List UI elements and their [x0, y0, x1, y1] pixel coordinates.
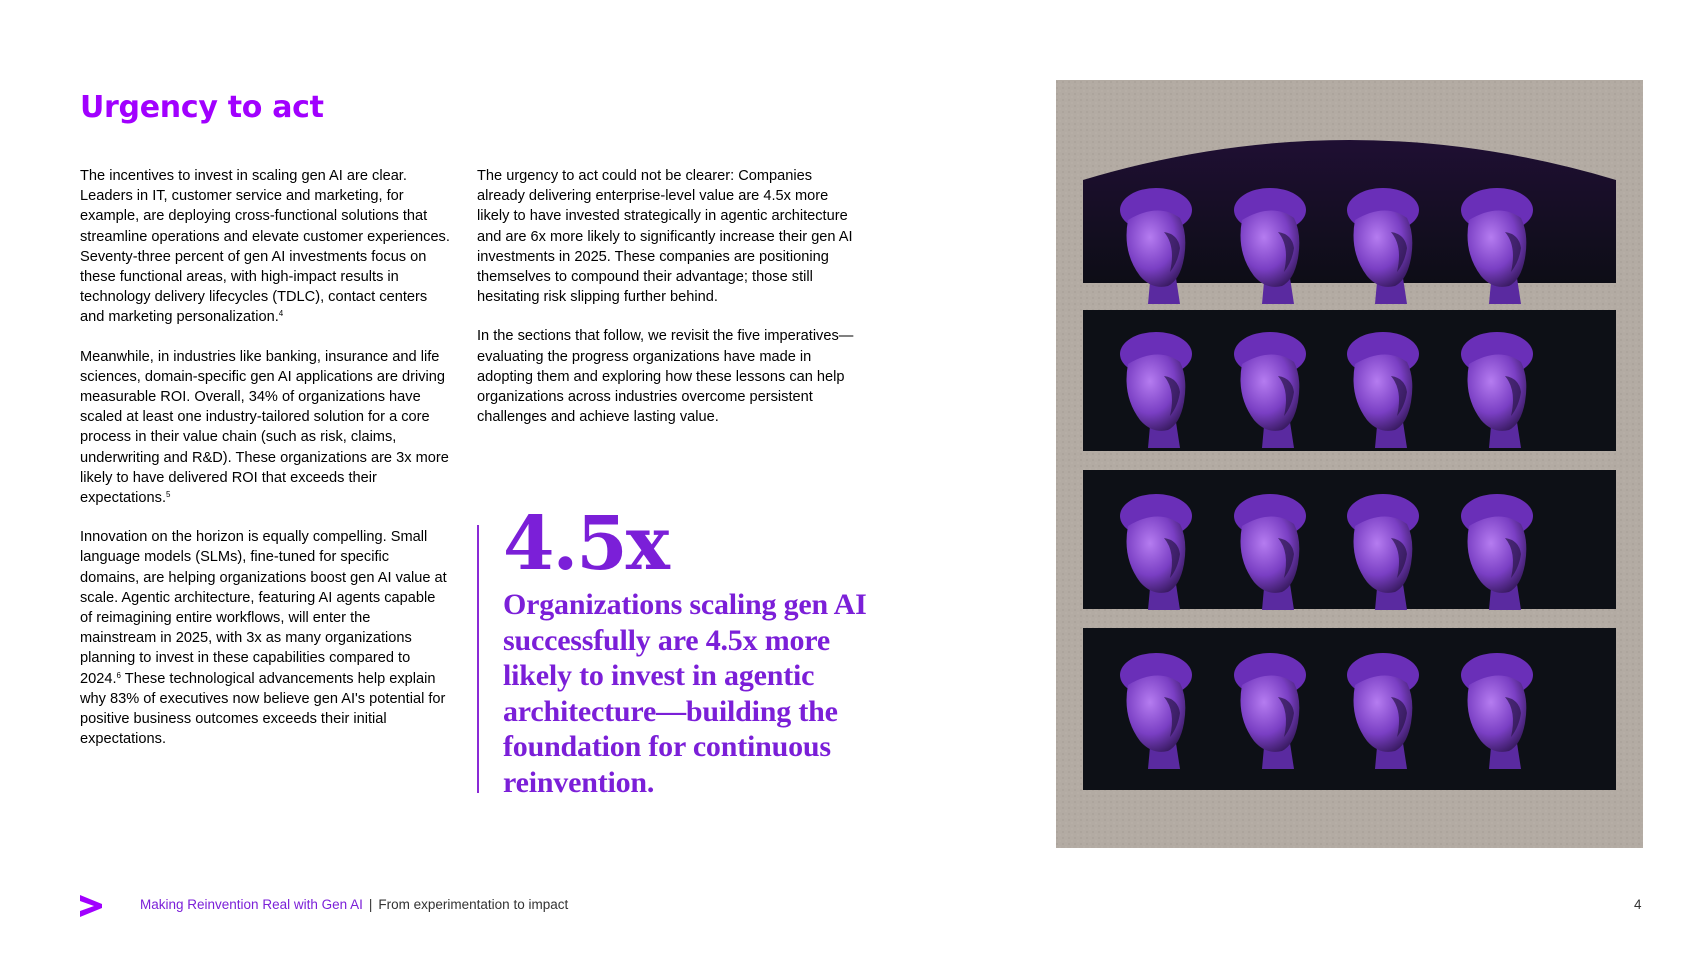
- paragraph: The urgency to act could not be clearer: Companies already delivering enterprise-level value are 4.5x more likely to have invested strategically in agentic architecture and are 6x more likely to significantly increase their gen AI investments in 2025. These companies are positioning themselves to compound their advantage; those still hesitating risk slipping further behind.: [477, 168, 853, 306]
- callout-quote: Organizations scaling gen AI successfully are 4.5x more likely to invest in agentic architecture—building the foundation for continuous reinvention.: [503, 588, 867, 799]
- footer: [140, 897, 568, 912]
- paragraph: Meanwhile, in industries like banking, insurance and life sciences, domain-specific gen AI applications are driving measurable ROI. Overall, 34% of organizations have scaled at least one industry-tailored solution for a core process in their value chain (such as risk, claims, underwriting and R&D). These organizations are 3x more likely to have delivered ROI that exceeds their expectations.$^5$: [80, 348, 449, 507]
- artwork-svg: [1056, 80, 1643, 848]
- page-number: 4: [1634, 897, 1642, 912]
- footer-separator: |: [368, 897, 373, 912]
- footer-brand[interactable]: Making Reinvention Real with Gen AI: [140, 897, 363, 912]
- statue-heads-shelf-image: [1056, 80, 1643, 848]
- footnote-ref[interactable]: 5: [166, 490, 171, 500]
- footer-section[interactable]: From experimentation to impact: [378, 897, 569, 912]
- footnote-ref[interactable]: 6: [116, 670, 121, 680]
- paragraph: In the sections that follow, we revisit the five imperatives—evaluating the progress organizations have made in adopting them and exploring how these lessons can help organizations across industries overcome persistent challenges and achieve lasting value.: [477, 328, 854, 426]
- body-column-left: [80, 166, 450, 768]
- accenture-chevron-icon[interactable]: [79, 895, 103, 917]
- stat-callout: [477, 501, 874, 799]
- paragraph: Innovation on the horizon is equally compelling. Small language models (SLMs), fine-tuned for specific domains, are helping organizations boost gen AI value at scale. Agentic architecture, featuring AI agents capable of reimagining entire workflows, will enter the mainstream in 2025, with 3x as many organizations planning to invest in these capabilities compared to 2024.$^6$ These technological advancements help explain why 83% of executives now believe gen AI's potential for positive business outcomes exceeds their initial expectations.: [80, 529, 447, 748]
- page-title: Urgency to act: [80, 90, 324, 125]
- body-column-right: [477, 166, 857, 446]
- stat-number: 4.5x: [503, 501, 668, 587]
- footnote-ref[interactable]: 4: [278, 309, 284, 319]
- paragraph: The incentives to invest in scaling gen AI are clear. Leaders in IT, customer service and marketing, for example, are deploying cross-functional solutions that streamline operations and elevate customer experiences. Seventy-three percent of gen AI investments focus on these functional areas, with high-impact results in technology delivery lifecycles (TDLC), contact centers and marketing personalization.$^4$: [80, 168, 450, 326]
